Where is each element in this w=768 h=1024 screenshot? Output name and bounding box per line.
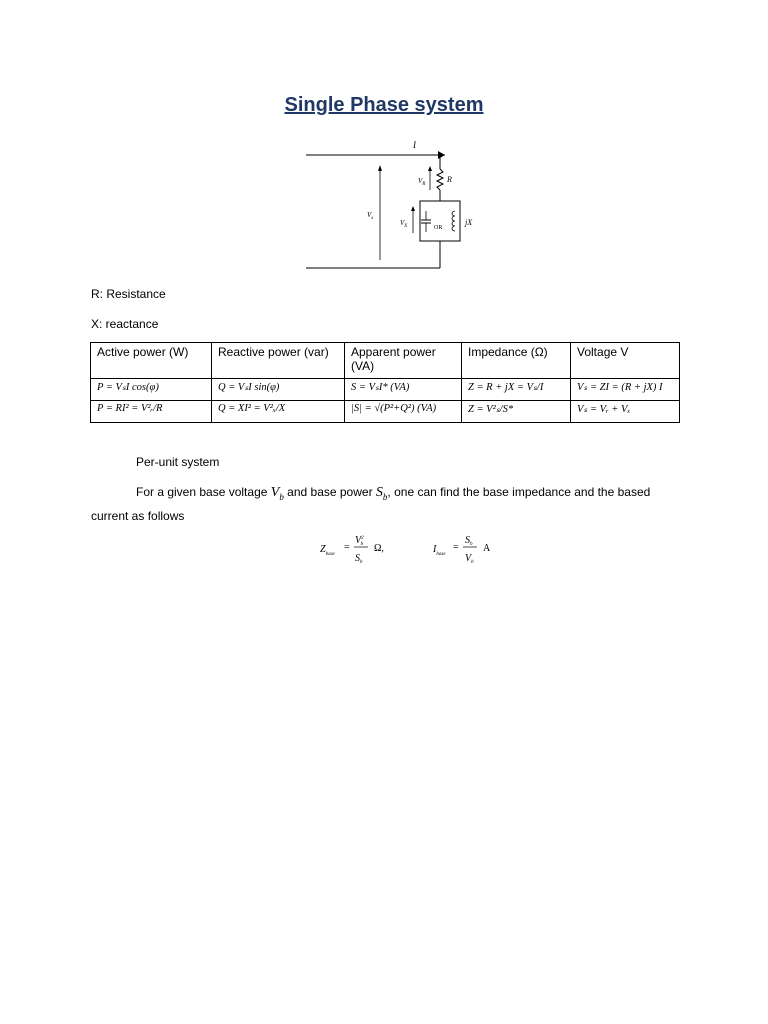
- svg-text:=: =: [453, 542, 459, 553]
- svg-text:Vb: $V_b$: [465, 553, 474, 565]
- or-label: OR: [434, 225, 443, 231]
- table-cell: Q = VₛI sin(φ): [212, 379, 345, 401]
- svg-text:Sb: $S_b$: [355, 553, 363, 565]
- svg-text:Sb: $S_b$: [465, 535, 473, 547]
- vr-arrow: [428, 166, 432, 171]
- table-cell: |S| = √(P²+Q²) (VA): [345, 401, 462, 423]
- table-header-row: [91, 343, 680, 379]
- definition-resistance: R: Resistance: [91, 287, 166, 301]
- table-header: Reactive power (var): [212, 343, 345, 379]
- inductor-icon: [452, 211, 455, 231]
- table-header: Voltage V: [571, 343, 680, 379]
- table-cell: Z = V²ₛ/S*: [462, 401, 571, 423]
- page-title: Single Phase system: [284, 94, 484, 116]
- power-table: [90, 342, 680, 423]
- i-base-formula: [432, 535, 491, 565]
- resistor-icon: [437, 169, 443, 190]
- vb-symbol: $V_b$: [270, 485, 284, 502]
- table-header: Active power (W): [91, 343, 212, 379]
- jx-label: jX: [465, 218, 473, 227]
- para-text-3: , one can find the base impedance and the based current as follows: [91, 485, 651, 523]
- para-text-1: For a given base voltage: [136, 485, 268, 499]
- table-cell: S = VₛI* (VA): [345, 379, 462, 401]
- svg-text:Ω,: Ω,: [374, 543, 384, 554]
- table-cell: Vₛ = ZI = (R + jX) I: [571, 379, 680, 401]
- table-cell: Vₛ = Vᵣ + Vₓ: [571, 401, 680, 423]
- circuit-diagram: [300, 135, 480, 275]
- table-cell: Z = R + jX = Vₛ/I: [462, 379, 571, 401]
- svg-text:Zbase: $Z_{base}$: [320, 544, 335, 557]
- vs-label: $V_s$: [367, 211, 374, 221]
- table-row: [91, 379, 680, 401]
- table-cell: P = VₛI cos(φ): [91, 379, 212, 401]
- base-formulas: [310, 530, 510, 574]
- table-row: [91, 401, 680, 423]
- table-cell: Q = XI² = V²ₓ/X: [212, 401, 345, 423]
- r-label: R: [447, 175, 452, 184]
- vs-arrow: [378, 165, 382, 171]
- svg-text:V2b: $V^2$ b: [355, 535, 364, 547]
- definition-reactance: X: reactance: [91, 317, 159, 331]
- svg-text:=: =: [344, 542, 350, 553]
- section-heading: Per-unit system: [136, 455, 220, 469]
- table-header: Apparent power (VA): [345, 343, 462, 379]
- z-base-formula: [320, 535, 384, 565]
- per-unit-paragraph: [91, 483, 681, 526]
- vx-label: $V_X$: [400, 219, 408, 229]
- table-cell: P = RI² = V²ᵣ/R: [91, 401, 212, 423]
- sb-symbol: $S_b$: [375, 485, 388, 502]
- para-text-2: and base power: [287, 485, 373, 499]
- svg-text:A: A: [483, 543, 491, 554]
- vr-label: $V_R$: [418, 177, 426, 187]
- svg-text:Ibase: $I_{base}$: [433, 544, 446, 557]
- current-label: I: [413, 140, 416, 150]
- table-header: Impedance (Ω): [462, 343, 571, 379]
- vx-arrow: [411, 206, 415, 211]
